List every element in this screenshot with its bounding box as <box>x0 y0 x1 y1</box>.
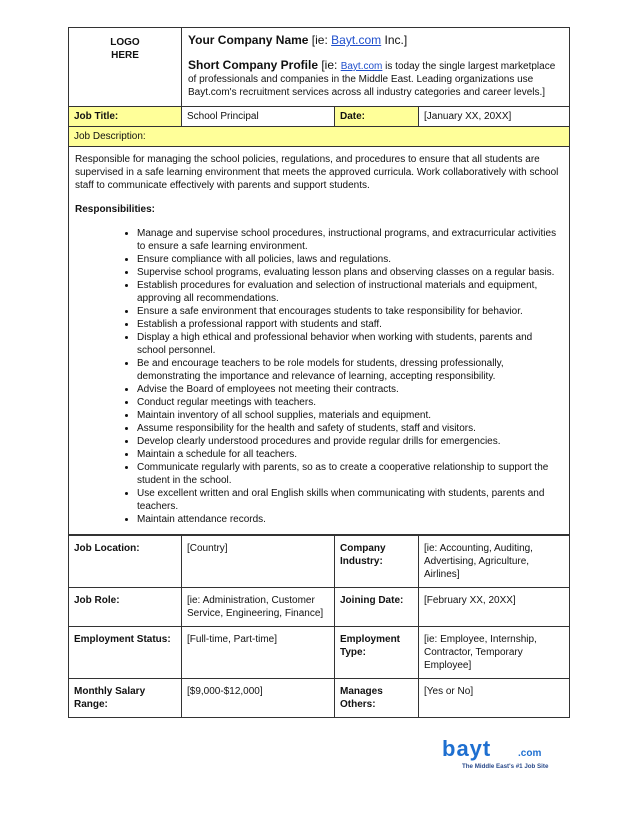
responsibility-item: • Establish a professional rapport with students and staff. <box>137 318 563 331</box>
responsibility-item: • Communicate regularly with parents, so as to create a cooperative relationship to support the student in the school. <box>137 461 563 487</box>
logo-line-1: LOGO <box>110 37 140 48</box>
detail-value: [Full-time, Part-time] <box>182 627 335 679</box>
responsibility-item: • Assume responsibility for the health and safety of students, staff and visitors. <box>137 422 563 435</box>
company-name-link[interactable]: Bayt.com <box>331 33 382 47</box>
detail-value: [February XX, 20XX] <box>419 588 570 627</box>
details-row <box>69 588 570 627</box>
details-row <box>69 679 570 718</box>
job-description-sheet <box>68 27 569 718</box>
header-table <box>68 27 570 535</box>
logo-line-2: HERE <box>111 50 139 61</box>
job-description-label: Job Description: <box>69 127 570 147</box>
responsibility-item: • Maintain attendance records. <box>137 513 563 526</box>
company-info <box>182 28 570 107</box>
detail-value: [$9,000-$12,000] <box>182 679 335 718</box>
responsibility-item: • Be and encourage teachers to be role models for students, dressing professionally, demonstrating the importance and relevance of learning, accepting responsibility. <box>137 357 563 383</box>
responsibility-item: • Maintain inventory of all school supplies, materials and equipment. <box>137 409 563 422</box>
detail-label: Joining Date: <box>335 588 419 627</box>
responsibility-item: • Supervise school programs, evaluating lesson plans and observing classes on a regular basis. <box>137 266 563 279</box>
detail-value: [Country] <box>182 536 335 588</box>
responsibility-item: • Advise the Board of employees not meeting their contracts. <box>137 383 563 396</box>
detail-label: Company Industry: <box>335 536 419 588</box>
responsibilities-list <box>75 227 563 526</box>
responsibility-item: • Establish procedures for evaluation and selection of instructional materials and equipment, approving all recommendations. <box>137 279 563 305</box>
responsibility-item: • Maintain a schedule for all teachers. <box>137 448 563 461</box>
detail-label: Manages Others: <box>335 679 419 718</box>
company-name-suffix: Inc.] <box>381 33 408 47</box>
details-row <box>69 627 570 679</box>
company-name <box>188 33 563 48</box>
company-profile-bold: Short Company Profile <box>188 58 319 72</box>
detail-value: [ie: Administration, Customer Service, Engineering, Finance] <box>182 588 335 627</box>
detail-value: [ie: Employee, Internship, Contractor, Temporary Employee] <box>419 627 570 679</box>
responsibility-item: • Display a high ethical and professional behavior when working with students, parents and school personnel. <box>137 331 563 357</box>
detail-value: [Yes or No] <box>419 679 570 718</box>
responsibility-item: • Manage and supervise school procedures, instructional programs, and extracurricular activities to ensure a safe learning environment. <box>137 227 563 253</box>
responsibilities-heading: Responsibilities: <box>75 204 156 215</box>
bayt-logo-wordmark: bayt <box>442 736 492 761</box>
detail-label: Monthly Salary Range: <box>69 679 182 718</box>
bayt-logo-tagline: The Middle East's #1 Job Site <box>462 763 549 770</box>
date-value: [January XX, 20XX] <box>419 107 570 127</box>
responsibility-item: • Ensure compliance with all policies, laws and regulations. <box>137 253 563 266</box>
responsibility-item: • Conduct regular meetings with teachers. <box>137 396 563 409</box>
company-name-bold: Your Company Name <box>188 33 309 47</box>
responsibility-item: • Develop clearly understood procedures and provide regular drills for emergencies. <box>137 435 563 448</box>
job-title-value: School Principal <box>182 107 335 127</box>
company-profile <box>188 59 563 99</box>
logo-placeholder <box>69 28 182 107</box>
responsibility-item: • Use excellent written and oral English skills when communicating with students, parents and teachers. <box>137 487 563 513</box>
detail-value: [ie: Accounting, Auditing, Advertising, Agriculture, Airlines] <box>419 536 570 588</box>
company-profile-prefix: [ie: <box>318 58 341 72</box>
company-profile-link[interactable]: Bayt.com <box>340 61 383 72</box>
detail-label: Job Role: <box>69 588 182 627</box>
detail-label: Employment Status: <box>69 627 182 679</box>
bayt-logo-suffix: .com <box>518 748 542 759</box>
job-summary: Responsible for managing the school policies, regulations, and procedures to ensure that all students are supervised in a safe learning environment that meets the approved curricula. Work collaboratively with school staff to communicate effectively with parents and support students. <box>75 154 559 191</box>
details-table <box>68 535 570 718</box>
bayt-logo <box>440 736 570 772</box>
job-title-label: Job Title: <box>69 107 182 127</box>
detail-label: Job Location: <box>69 536 182 588</box>
company-name-prefix: [ie: <box>308 33 332 47</box>
responsibility-item: • Ensure a safe environment that encourages students to take responsibility for behavior. <box>137 305 563 318</box>
date-label: Date: <box>335 107 419 127</box>
detail-label: Employment Type: <box>335 627 419 679</box>
details-row <box>69 536 570 588</box>
company-profile-text: is today the single largest marketplace of professionals and companies in the Middle East. Leading organizations use Bayt.com's recruitment services across all industry categories and career levels.] <box>188 61 556 98</box>
job-description-body <box>69 147 570 535</box>
